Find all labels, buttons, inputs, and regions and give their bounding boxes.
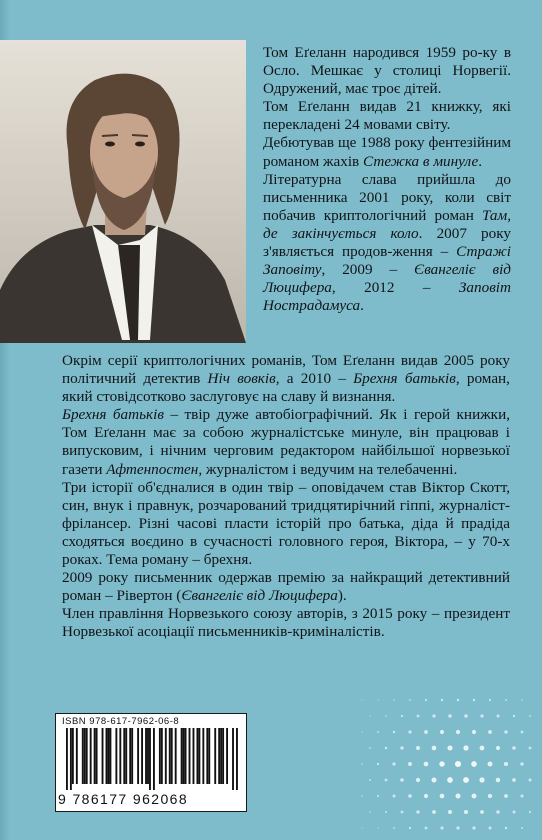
decorative-dot [489,699,491,701]
text-run: . [478,152,483,170]
decorative-dot [521,731,524,734]
text-run: – твір дуже автобіографічний. Як і герой книжки, Том Еґеланн має за собою журналістське минуле, він працював і випусковим, і нічним черговим редактором найбільшої норвезької газети [62,406,510,478]
decorative-dot [513,811,516,814]
decorative-dot [385,715,387,717]
barcode-bar [185,728,187,784]
author-portrait-image [0,40,246,343]
decorative-dot [393,795,396,798]
text-run: , а 2010 – [275,370,354,388]
decorative-dot [521,699,523,701]
decorative-dot [393,827,395,829]
barcode-bar [181,728,183,784]
decorative-dot [416,746,420,750]
barcode-bar [165,728,167,784]
book-title: Брехня батьків [62,406,164,424]
decorative-dot [457,699,460,702]
decorative-dot [408,762,412,766]
decorative-dot [441,699,443,701]
decorative-dot [512,778,516,782]
decorative-dot [425,699,427,701]
bio-paragraph-plot: Три історії об'єдналися в один твір – оповідачем став Віктор Скотт, син, внук і правнук, розчарований тридцятирічний гіппі, журналіст-фрілансер. Різні часові пласти історій про батька, діда й прадіда сходяться воєдино в сучасності головного героя, Віктора, – у 70-х роках. Тема роману – брехня. [62,478,510,569]
decorative-dot [361,699,362,700]
decorative-dot [448,810,452,814]
decorative-dot [529,715,531,717]
book-title: Ніч вовків [207,370,276,388]
bio-paragraph-fame [263,171,511,316]
decorative-dot [529,811,531,813]
decorative-dot [529,779,532,782]
barcode-bar [214,728,216,784]
barcode-bar [161,728,163,784]
barcode-bar [175,728,177,784]
barcode-bar [189,728,191,784]
decorative-dot [416,810,419,813]
book-title: Стражі Заповіту [263,243,511,279]
decorative-dot [432,714,435,717]
decorative-dot [520,762,523,765]
barcode-bar [147,728,149,784]
book-title: Заповіт Нострадамуса [263,279,511,315]
decorative-dot [480,746,485,751]
book-title: Брехня батьків [353,370,456,388]
decorative-dot [401,715,403,717]
decorative-dot [512,746,516,750]
decorative-dot [393,731,396,734]
barcode-bar [106,728,108,784]
barcode-bar [236,728,238,790]
decorative-dot [385,779,388,782]
decorative-dot [456,794,461,799]
decorative-dot [464,714,467,717]
barcode-bar [72,728,74,784]
barcode-bar [169,728,171,784]
decorative-dot [417,715,420,718]
barcode-bar [108,728,110,784]
decorative-dot [489,827,492,830]
decorative-dot [408,730,411,733]
decorative-dot [369,747,371,749]
decorative-dot [400,778,404,782]
decorative-dot [464,810,468,814]
decorative-dot [424,730,428,734]
decorative-dot [479,777,484,782]
barcode-bars [66,728,238,790]
decorative-dot [408,794,412,798]
decorative-dot [473,699,475,701]
bio-right-column [263,44,511,315]
decorative-dot [440,730,444,734]
decorative-dot [416,778,420,782]
barcode-bar [232,728,234,790]
barcode-bar [86,728,88,784]
decorative-dot [448,714,451,717]
decorative-dot [505,827,508,830]
decorative-dot [432,746,437,751]
book-title: Стежка в минуле [363,152,479,170]
barcode-bar [66,728,68,790]
bio-paragraph-other-books [62,352,510,406]
decorative-dot [496,810,499,813]
decorative-dot [377,731,379,733]
decorative-dot [361,827,362,828]
decorative-dot [377,699,378,700]
barcode-bar [125,728,127,784]
decorative-dot [480,714,483,717]
decorative-dot [504,762,508,766]
decorative-dot [472,826,475,829]
decorative-dot [456,826,459,829]
decorative-dot [424,794,428,798]
barcode-bar [82,728,84,784]
text-run: . 2007 року з'являється продов-ження – [263,224,511,261]
decorative-dot-pattern [350,690,540,840]
barcode-bar [76,728,78,784]
decorative-dot [463,745,468,750]
decorative-dot [504,730,507,733]
author-photo [0,40,246,343]
bio-paragraph-books: Том Еґеланн видав 21 книжку, які перекладені 24 мовами світу. [263,98,511,134]
decorative-dot [447,745,452,750]
decorative-dot [432,810,436,814]
barcode-bar [183,728,185,784]
decorative-dot [409,827,411,829]
barcode-bar [149,728,151,790]
decorative-dot [361,763,363,765]
barcode-bar [115,728,117,784]
barcode-bar [119,728,121,784]
decorative-dot [385,747,388,750]
decorative-dot [480,810,484,814]
text-run: . [360,297,364,315]
barcode-bar [153,728,155,790]
text-run: ). [337,587,347,605]
barcode-bar [84,728,86,784]
decorative-dot [529,747,532,750]
bio-full-column [62,352,510,642]
barcode-bar [96,728,98,784]
bio-paragraph-award [62,569,510,605]
decorative-dot [369,779,371,781]
isbn-label: ISBN 978-617-7962-06-8 [62,716,180,727]
decorative-dot [369,811,370,812]
decorative-dot [513,715,515,717]
barcode-bar [220,728,222,784]
decorative-dot [400,746,403,749]
barcode-bar [129,728,131,784]
bio-paragraph-membership: Член правління Норвезького союзу авторів, з 2015 року – президент Норвезької асоціації письменників-криміналістів. [62,605,510,641]
decorative-dot [377,763,379,765]
barcode-bar [94,728,96,784]
decorative-dot [456,730,460,734]
text-run: , 2009 – [321,261,415,279]
decorative-dot [521,827,523,829]
barcode-bar [196,728,198,784]
text-run: Окрім серії криптологічних романів, Том Еґеланн видав 2005 року політичний детектив [62,352,510,388]
barcode-bar [131,728,133,784]
decorative-dot [377,795,379,797]
barcode-bar [109,728,111,784]
decorative-dot [361,795,362,796]
barcode-bar [102,728,104,784]
barcode-bar [226,728,228,784]
barcode-bar [193,728,195,784]
decorative-dot [497,715,500,718]
newspaper-title: Афтенпостен [106,460,199,478]
decorative-dot [455,761,461,767]
book-title: Євангеліє від Люцифера [181,587,338,605]
decorative-dot [447,777,453,783]
decorative-dot [425,827,428,830]
bio-paragraph-autobiographical [62,406,510,478]
decorative-dot [369,715,370,716]
decorative-dot [440,826,443,829]
barcode-bar [159,728,161,784]
barcode-bar [208,728,210,784]
decorative-dot [496,746,500,750]
text-run: , роман, який стовідсотково заслуговує на славу й визнання. [62,370,510,406]
barcode-bar [90,728,92,784]
barcode-bar [202,728,204,784]
decorative-dot [392,762,395,765]
text-run: , журналістом і ведучим на телебаченні. [198,460,458,478]
decorative-dot [424,762,429,767]
barcode-digits: 9 786177 962068 [58,791,188,807]
decorative-dot [393,699,394,700]
decorative-dot [361,731,362,732]
book-title: Там, де закінчується коло [263,206,511,242]
barcode-bar [218,728,220,784]
text-run: Літературна слава прийшла до письменника 2001 року, коли світ побачив криптологічний роман [263,170,511,224]
decorative-dot [471,761,477,767]
isbn-barcode [55,713,247,812]
decorative-dot [496,778,500,782]
decorative-dot [401,811,404,814]
text-run: , 2012 – [331,279,459,297]
decorative-dot [463,777,469,783]
decorative-dot [440,794,445,799]
book-title: Євангеліє від Люцифера [263,261,511,297]
decorative-dot [472,730,476,734]
barcode-bar [222,728,224,784]
text-run: 2009 року письменник одержав премію за найкращий детективний роман – Рівертон ( [62,569,510,605]
decorative-dot [520,794,523,797]
barcode-bar [137,728,139,784]
barcode-bar [145,728,147,784]
barcode-bar [198,728,200,784]
decorative-dot [505,699,507,701]
decorative-dot [504,794,508,798]
decorative-dot [472,794,477,799]
decorative-dot [409,699,411,701]
text-run: Дебютував ще 1988 року фентезійним романом жахів [263,134,511,170]
barcode-bar [123,728,125,784]
decorative-dot [439,761,444,766]
barcode-bar [70,728,72,790]
bio-paragraph-birth: Том Еґеланн народився 1959 ро-ку в Осло. Мешкає у столиці Норвегії. Одружений, має троє дітей. [263,44,511,98]
barcode-bar [171,728,173,784]
decorative-dot [488,730,492,734]
decorative-dot [488,794,492,798]
bio-paragraph-debut [263,134,511,170]
decorative-dot [377,827,378,828]
barcode-bar [141,728,143,784]
barcode-bar [206,728,208,784]
decorative-dot [488,762,493,767]
decorative-dot [385,811,387,813]
decorative-dot [431,777,436,782]
